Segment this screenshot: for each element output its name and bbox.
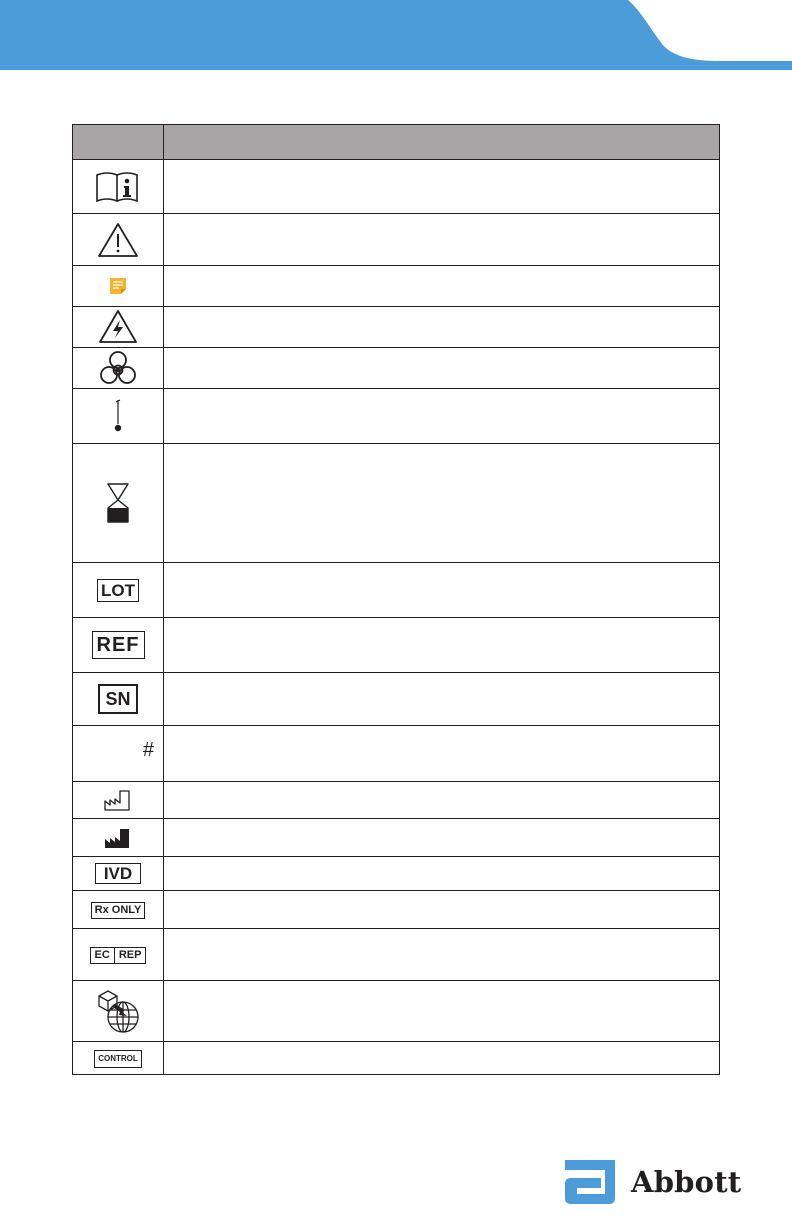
header-description-cell	[164, 125, 720, 160]
ec-rep-label	[90, 947, 147, 964]
lot-label: LOT	[97, 579, 139, 602]
symbol-cell	[73, 389, 164, 444]
table-row	[73, 857, 720, 891]
description-cell	[164, 563, 720, 618]
ec-rep-right: REP	[114, 948, 146, 963]
table-row	[73, 891, 720, 929]
description-cell	[164, 857, 720, 891]
symbol-cell	[73, 266, 164, 307]
symbol-cell	[73, 348, 164, 389]
symbol-cell	[73, 929, 164, 981]
description-cell	[164, 618, 720, 673]
table-header-row	[73, 125, 720, 160]
table-row	[73, 307, 720, 348]
symbol-cell	[73, 563, 164, 618]
header-band	[0, 0, 792, 70]
symbol-cell	[73, 307, 164, 348]
symbol-cell	[73, 673, 164, 726]
symbol-cell	[73, 444, 164, 563]
symbol-cell	[73, 782, 164, 819]
ivd-label: IVD	[95, 863, 141, 884]
table-row	[73, 389, 720, 444]
description-cell	[164, 673, 720, 726]
electrical-hazard-icon	[97, 309, 139, 345]
description-cell	[164, 891, 720, 929]
description-cell	[164, 929, 720, 981]
table-row	[73, 981, 720, 1042]
rx-only-label: Rx ONLY	[91, 902, 146, 919]
table-row	[73, 929, 720, 981]
symbol-cell	[73, 857, 164, 891]
symbols-table	[72, 124, 720, 1075]
symbol-cell	[73, 214, 164, 266]
ec-rep-left: EC	[94, 949, 110, 961]
abbott-logo	[561, 1158, 741, 1206]
sn-label: SN	[98, 684, 137, 714]
temperature-limit-icon	[111, 398, 125, 434]
importer-icon	[93, 986, 143, 1036]
symbol-cell	[73, 726, 164, 782]
table-row	[73, 348, 720, 389]
control-label: CONTROL	[94, 1050, 142, 1068]
symbol-cell	[73, 1042, 164, 1075]
table-row	[73, 266, 720, 307]
consult-instructions-icon	[95, 170, 141, 204]
table-row	[73, 673, 720, 726]
table-row	[73, 160, 720, 214]
description-cell	[164, 444, 720, 563]
description-cell	[164, 266, 720, 307]
table-row	[73, 214, 720, 266]
description-cell	[164, 214, 720, 266]
symbol-cell	[73, 981, 164, 1042]
description-cell	[164, 782, 720, 819]
description-cell	[164, 348, 720, 389]
biohazard-icon	[98, 349, 138, 387]
table-row	[73, 1042, 720, 1075]
symbol-cell	[73, 618, 164, 673]
hash-symbol: #	[142, 738, 154, 761]
description-cell	[164, 160, 720, 214]
table-row	[73, 618, 720, 673]
table-row	[73, 782, 720, 819]
description-cell	[164, 1042, 720, 1075]
symbol-cell	[73, 160, 164, 214]
description-cell	[164, 389, 720, 444]
abbott-logo-mark-icon	[561, 1158, 619, 1206]
manufacturer-icon	[103, 826, 133, 850]
description-cell	[164, 726, 720, 782]
header-symbol-cell	[73, 125, 164, 160]
date-of-manufacture-icon	[103, 788, 133, 812]
note-icon	[108, 276, 128, 296]
use-by-date-icon	[106, 482, 130, 524]
description-cell	[164, 981, 720, 1042]
table-row	[73, 819, 720, 857]
table-row	[73, 726, 720, 782]
caution-icon	[96, 221, 140, 259]
table-row	[73, 444, 720, 563]
symbol-cell	[73, 891, 164, 929]
abbott-logo-wordmark: Abbott	[631, 1165, 742, 1199]
symbol-cell	[73, 819, 164, 857]
description-cell	[164, 307, 720, 348]
ref-label: REF	[92, 631, 145, 659]
table-row	[73, 563, 720, 618]
description-cell	[164, 819, 720, 857]
